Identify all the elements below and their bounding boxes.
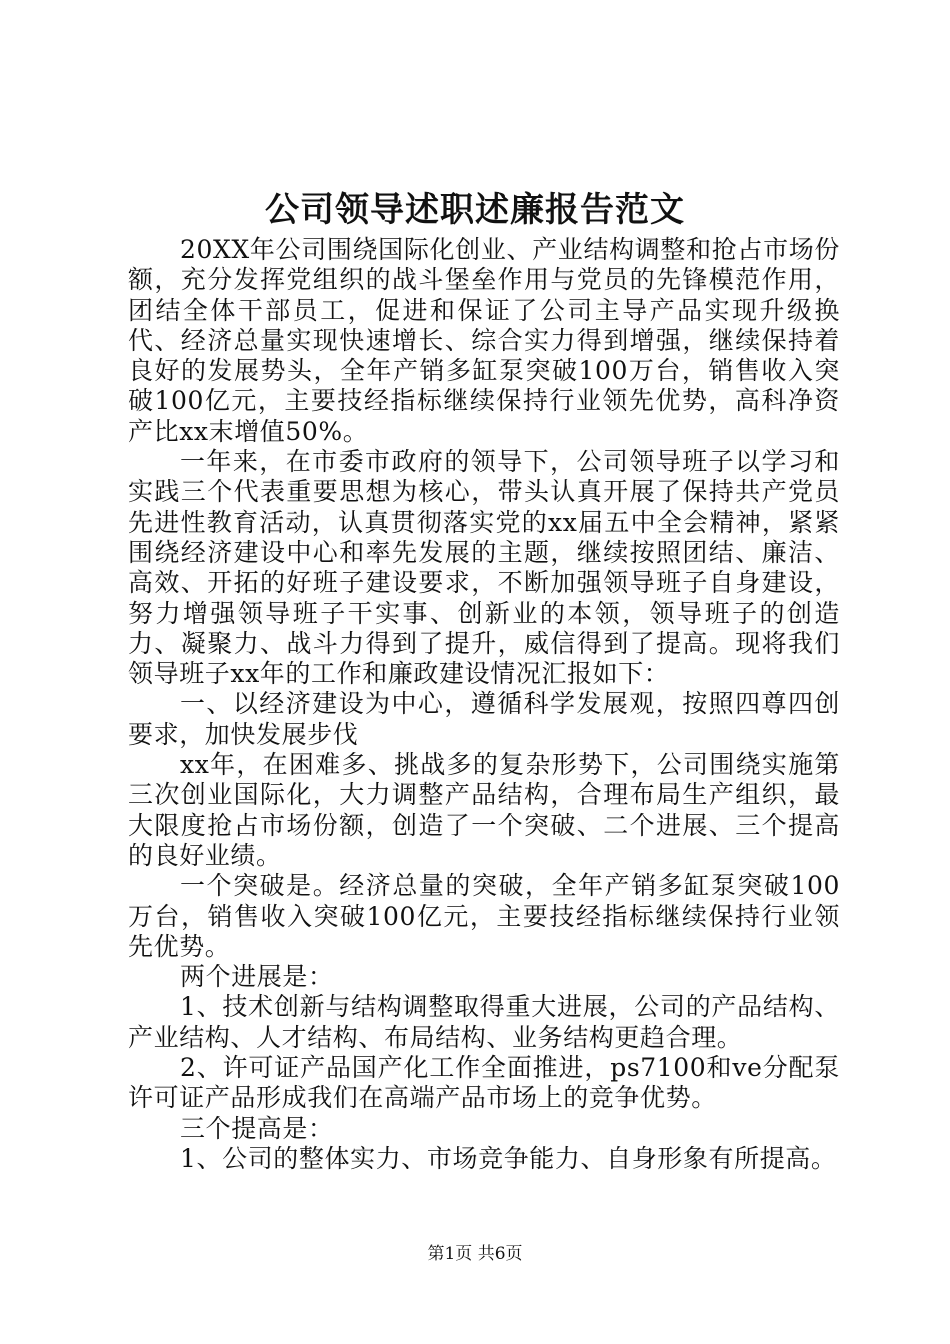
- document-body: [128, 235, 840, 1174]
- paragraph-4: xx年，在困难多、挑战多的复杂形势下，公司围绕实施第三次创业国际化，大力调整产品结构，合理布局生产组织，最大限度抢占市场份额，创造了一个突破、二个进展、三个提高的良好业绩。: [128, 750, 840, 870]
- paragraph-1: 20XX年公司围绕国际化创业、产业结构调整和抢占市场份额，充分发挥党组织的战斗堡垒作用与党员的先锋模范作用，团结全体干部员工，促进和保证了公司主导产品实现升级换代、经济总量实现快速增长、综合实力得到增强，继续保持着良好的发展势头，全年产销多缸泵突破100万台，销售收入突破100亿元，主要技经指标继续保持行业领先优势，高科净资产比xx末增值50%。: [128, 235, 840, 446]
- document-title: 公司领导述职述廉报告范文: [265, 190, 685, 230]
- paragraph-2: 一年来，在市委市政府的领导下，公司领导班子以学习和实践三个代表重要思想为核心，带头认真开展了保持共产党员先进性教育活动，认真贯彻落实党的xx届五中全会精神，紧紧围绕经济建设中心和率先发展的主题，继续按照团结、廉洁、高效、开拓的好班子建设要求，不断加强领导班子自身建设，努力增强领导班子干实事、创新业的本领，领导班子的创造力、凝聚力、战斗力得到了提升，威信得到了提高。现将我们领导班子xx年的工作和廉政建设情况汇报如下：: [128, 447, 840, 689]
- page-footer: 第1页 共6页: [427, 1244, 523, 1264]
- paragraph-5: 一个突破是。经济总量的突破，全年产销多缸泵突破100万台，销售收入突破100亿元，主要技经指标继续保持行业领先优势。: [128, 871, 840, 961]
- paragraph-6: 两个进展是：: [180, 962, 334, 992]
- paragraph-10: 1、公司的整体实力、市场竞争能力、自身形象有所提高。: [180, 1143, 837, 1173]
- paragraph-9: 三个提高是：: [180, 1113, 334, 1143]
- paragraph-8: 2、许可证产品国产化工作全面推进，ps7100和ve分配泵许可证产品形成我们在高端产品市场上的竞争优势。: [128, 1053, 840, 1113]
- paragraph-7: 1、技术创新与结构调整取得重大进展，公司的产品结构、产业结构、人才结构、布局结构、业务结构更趋合理。: [128, 992, 840, 1052]
- paragraph-3: 一、以经济建设为中心，遵循科学发展观，按照四尊四创要求，加快发展步伐: [128, 689, 840, 749]
